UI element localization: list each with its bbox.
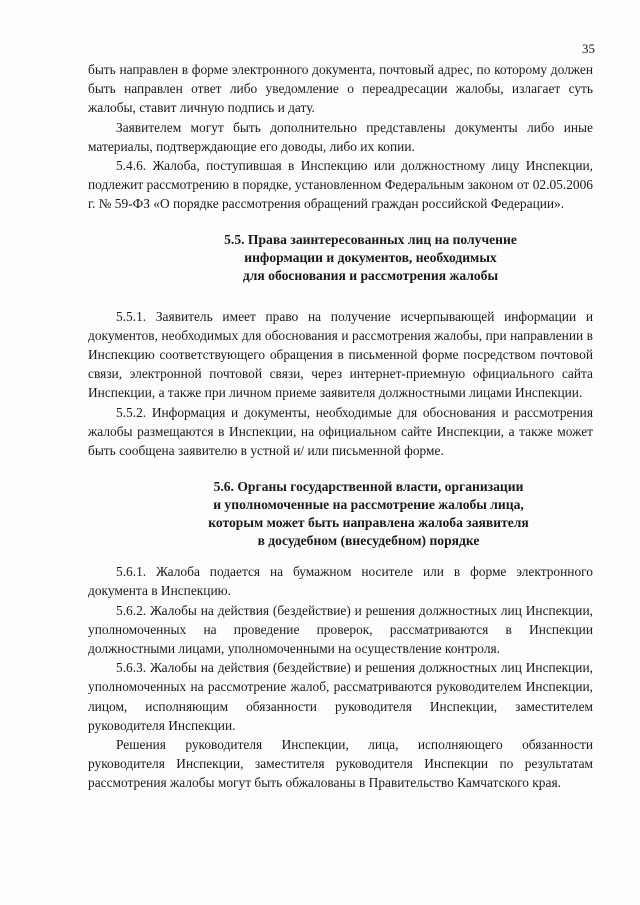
section-heading-5-5 (88, 231, 593, 285)
heading-line: которым может быть направлена жалоба заявителя (208, 515, 529, 531)
paragraph-5-6-1: 5.6.1. Жалоба подается на бумажном носителе или в форме электронного документа в Инспекцию. (88, 564, 593, 599)
document-body (88, 60, 593, 793)
paragraph-5-6-2: 5.6.2. Жалобы на действия (бездействие) и решения должностных лиц Инспекции, уполномоченных на проведение проверок, рассматриваются в Инспекции должностными лицами, уполномоченными на осуществление контроля. (88, 602, 593, 657)
heading-line: 5.6. Органы государственной власти, организации (213, 479, 524, 495)
paragraph-5-5-1: 5.5.1. Заявитель имеет право на получение исчерпывающей информации и документов, необходимых для обоснования и рассмотрения жалобы, при направлении в Инспекцию соответствующего обращения в письменной форме посредством почтовой связи, электронной почтовой связи, через интернет-приемную официального сайта Инспекции, а также при личном приеме заявителя должностными лицами Инспекции. (88, 308, 593, 401)
heading-line: для обоснования и рассмотрения жалобы (242, 267, 499, 283)
page-number: 35 (582, 41, 595, 56)
heading-line: в досудебном (внесудебном) порядке (257, 533, 480, 549)
heading-line: и уполномоченные на рассмотрение жалобы лица, (213, 497, 524, 513)
paragraph-5-4-6: 5.4.6. Жалоба, поступившая в Инспекцию или должностному лицу Инспекции, подлежит рассмотрению в порядке, установленном Федеральным законом от 02.05.2006 г. № 59-ФЗ «О порядке рассмотрения обращений граждан российской Федерации». (88, 158, 593, 212)
paragraph-5-6-3: 5.6.3. Жалобы на действия (бездействие) и решения должностных лиц Инспекции, уполномоченных на рассмотрение жалоб, рассматриваются руководителем Инспекции, лицом, исполняющим обязанности руководителя Инспекции, заместителем руководителя Инспекции. (88, 660, 593, 733)
section-heading-5-6 (88, 478, 593, 550)
paragraph-5-5-2: 5.5.2. Информация и документы, необходимые для обоснования и рассмотрения жалобы размещаются в Инспекции, на официальном сайте Инспекции, а также может быть сообщена заявителю в устной и/ или письменной форме. (88, 404, 593, 459)
paragraph-additional-documents: Заявителем могут быть дополнительно представлены документы либо иные материалы, подтверждающие его доводы, либо их копии. (88, 119, 593, 154)
paragraph-continued: быть направлен в форме электронного документа, почтовый адрес, по которому должен быть направлен ответ либо уведомление о переадресации жалобы, излагает суть жалобы, ставит личную подпись и дату. (88, 62, 593, 116)
paragraph-decisions-appeal: Решения руководителя Инспекции, лица, исполняющего обязанности руководителя Инспекции, заместителя руководителя Инспекции по результатам рассмотрения жалобы могут быть обжалованы в Правительство Камчатского края. (88, 737, 593, 791)
heading-line: информации и документов, необходимых (244, 249, 497, 265)
heading-line: 5.5. Права заинтересованных лиц на получение (224, 231, 517, 247)
